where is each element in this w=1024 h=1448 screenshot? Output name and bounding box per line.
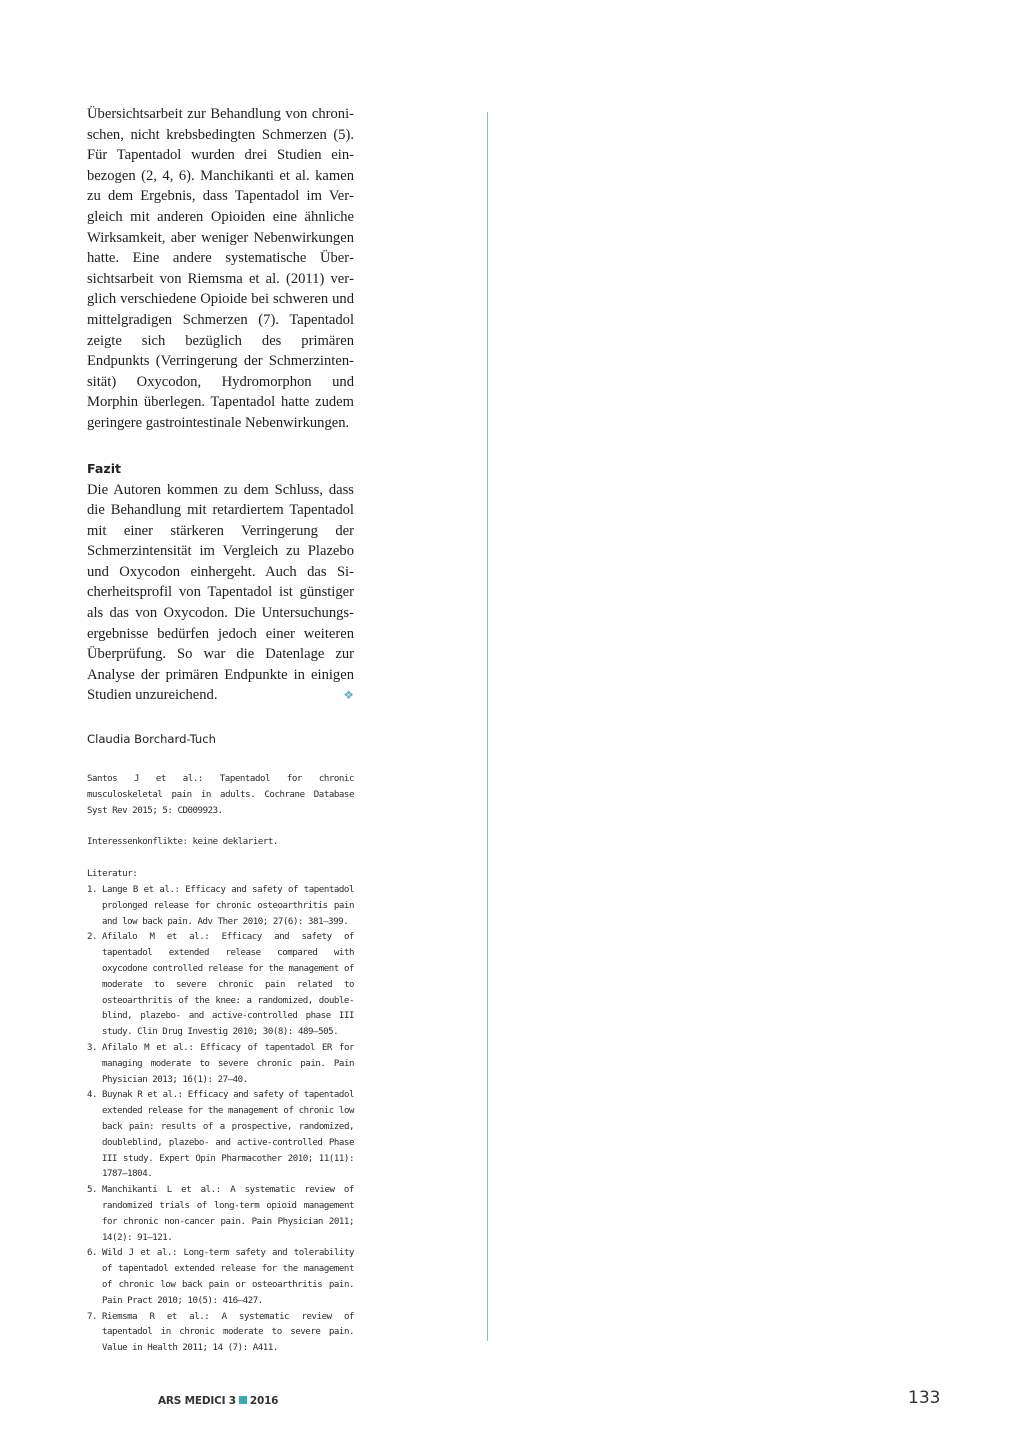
end-of-article-icon: ❖	[343, 688, 354, 703]
reference-number: 2.	[87, 932, 98, 943]
issue-year: 2016	[249, 1395, 279, 1407]
page-number: 133	[908, 1388, 941, 1408]
journal-name: ARS MEDICI 3	[158, 1395, 236, 1407]
intro-paragraph: Übersichtsarbeit zur Behandlung von chronischen, nicht krebsbedingten Schmerzen (5). Für Tapentadol wurden drei Studien einbezogen (2, 4, 6). Manchikanti et al. kamen zu dem Ergebnis, dass Tapentadol im Vergleich mit anderen Opioiden eine ähnliche Wirksamkeit, aber weniger Nebenwirkungen hatte. Eine andere systematische Übersichtsarbeit von Riemsma et al. (2011) verglich verschiedene Opioide bei schweren und mittelgradigen Schmerzen (7). Tapentadol zeigte sich bezüglich des primären Endpunkts (Verringerung der Schmerzintensität) Oxycodon, Hydromorphon und Morphin überlegen. Tapentadol hatte zudem geringere gastrointestinale Nebenwirkungen.	[87, 106, 354, 431]
source-citation: Santos J et al.: Tapentadol for chronic musculoskeletal pain in adults. Cochrane Database Syst Rev 2015; 5: CD009923.	[87, 774, 354, 816]
page-footer	[158, 1395, 278, 1407]
fazit-paragraph	[87, 480, 354, 707]
reference-text: Afilalo M et al.: Efficacy and safety of tapentadol extended release compared with oxycodone controlled release for the management of moderate to severe chronic pain related to osteoarthritis of the knee: a randomized, double-blind, plazebo- and active-controlled phase III study. Clin Drug Investig 2010; 30(8): 489–505.	[102, 932, 354, 1038]
reference-number: 1.	[87, 885, 98, 896]
reference-item	[87, 1310, 354, 1357]
fazit-heading: Fazit	[87, 460, 122, 476]
reference-item	[87, 1183, 354, 1246]
reference-text: Wild J et al.: Long-term safety and tolerability of tapentadol extended release for the management of chronic low back pain or osteoarthritis pain. Pain Pract 2010; 10(5): 416–427.	[102, 1248, 354, 1306]
reference-list	[87, 883, 354, 1357]
reference-text: Afilalo M et al.: Efficacy of tapentadol ER for managing moderate to severe chronic pain. Pain Physician 2013; 16(1): 27–40.	[102, 1042, 354, 1085]
reference-text: Riemsma R et al.: A systematic review of tapentadol in chronic moderate to severe pain. Value in Health 2011; 14 (7): A411.	[102, 1311, 354, 1354]
reference-item	[87, 1246, 354, 1309]
reference-item	[87, 883, 354, 930]
reference-item	[87, 1088, 354, 1183]
reference-number: 3.	[87, 1042, 98, 1053]
reference-number: 5.	[87, 1185, 98, 1196]
fazit-text: Die Autoren kommen zu dem Schluss, dass die Behandlung mit retardiertem Tapentadol mit einer stärkeren Verringerung der Schmerzintensität im Vergleich zu Plazebo und Oxycodon einhergeht. Auch das Sicherheitsprofil von Tapentadol ist günstiger als das von Oxycodon. Die Untersuchungsergebnisse bedürfen jedoch einer weiteren Überprüfung. So war die Datenlage zur Analyse der primären Endpunkte in einigen Studien unzureichend.	[87, 481, 354, 704]
reference-item	[87, 930, 354, 1041]
reference-number: 6.	[87, 1248, 98, 1259]
reference-number: 4.	[87, 1090, 98, 1101]
reference-text: Buynak R et al.: Efficacy and safety of tapentadol extended release for the management of chronic low back pain: results of a prospective, randomized, doubleblind, plazebo- and active-controlled Phase III study. Expert Opin Pharmacother 2010; 11(11): 1787–1804.	[102, 1090, 354, 1180]
author-name: Claudia Borchard-Tuch	[87, 732, 216, 747]
reference-text: Lange B et al.: Efficacy and safety of tapentadol prolonged release for chronic osteoarthritis pain and low back pain. Adv Ther 2010; 27(6): 381–399.	[102, 885, 354, 927]
reference-text: Manchikanti L et al.: A systematic review of randomized trials of long-term opioid management for chronic non-cancer pain. Pain Physician 2011; 14(2): 91–121.	[102, 1185, 354, 1243]
left-column	[87, 104, 354, 1357]
reference-number: 7.	[87, 1311, 98, 1322]
reference-item	[87, 1041, 354, 1088]
column-divider	[487, 112, 488, 1341]
square-separator-icon	[239, 1396, 247, 1404]
literature-heading: Literatur:	[87, 869, 138, 880]
conflicts-of-interest: Interessenkonflikte: keine deklariert.	[87, 837, 278, 848]
